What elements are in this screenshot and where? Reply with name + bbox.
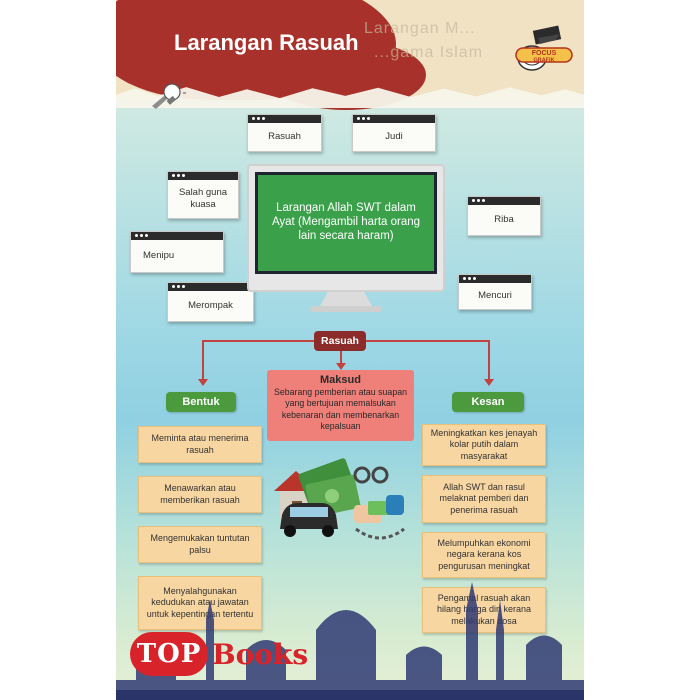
- window-riba: [467, 196, 541, 236]
- window-judi: [352, 114, 436, 152]
- kesan-item: Pengamal rasuah akan hilang harga diri kerana melakukan dosa: [422, 587, 546, 633]
- window-label: Rasuah: [268, 131, 301, 143]
- bentuk-item: Meminta atau menerima rasuah: [138, 426, 262, 463]
- window-titlebar: [353, 115, 435, 123]
- window-mencuri: [458, 274, 532, 310]
- kesan-item: Melumpuhkan ekonomi negara kerana kos pengurusan meningkat: [422, 532, 546, 578]
- mosque-skyline: [116, 560, 584, 700]
- arrow-down-icon: [484, 379, 494, 386]
- books-text: Books: [212, 637, 309, 671]
- poster: [116, 0, 584, 700]
- window-label: Merompak: [188, 300, 233, 312]
- monitor-base: [310, 306, 382, 312]
- monitor: [247, 164, 445, 292]
- window-label: Riba: [494, 214, 514, 226]
- logo-text-1: FOCUS: [531, 50, 557, 57]
- window-label: Menipu: [143, 250, 175, 262]
- window-titlebar: [168, 283, 253, 291]
- topbooks-watermark: [130, 632, 308, 676]
- bribery-illustration: [268, 455, 410, 555]
- window-label: Judi: [385, 131, 403, 143]
- arrow-down-icon: [336, 363, 346, 370]
- window-salah-guna-kuasa: [167, 171, 239, 219]
- window-titlebar: [168, 172, 238, 180]
- window-titlebar: [248, 115, 321, 123]
- window-merompak: [167, 282, 254, 322]
- faded-heading-1: Larangan M...: [364, 20, 476, 37]
- window-titlebar: [131, 232, 223, 240]
- logo-text-2: GRAFIK: [533, 57, 555, 64]
- arrow-down-icon: [198, 379, 208, 386]
- kesan-item: Meningkatkan kes jenayah kolar putih dalam masyarakat: [422, 424, 546, 466]
- tree-connector-center: [340, 350, 342, 364]
- window-rasuah: [247, 114, 322, 152]
- bentuk-item: Mengemukakan tuntutan palsu: [138, 526, 262, 563]
- rasuah-root-tag: Rasuah: [314, 331, 366, 351]
- window-label: Mencuri: [478, 290, 512, 302]
- top-badge: TOP: [130, 632, 208, 676]
- focus-grafik-logo: [508, 22, 576, 76]
- bentuk-item: Menawarkan atau memberikan rasuah: [138, 476, 262, 513]
- window-titlebar: [459, 275, 531, 283]
- window-titlebar: [468, 197, 540, 205]
- monitor-stand: [320, 292, 372, 306]
- faded-heading-2: ...gama Islam: [374, 44, 484, 61]
- monitor-screen-text: Larangan Allah SWT dalam Ayat (Mengambil harta orang lain secara haram): [255, 172, 437, 274]
- lightbulb-rocket-icon: [148, 80, 186, 112]
- maksud-box: [267, 370, 414, 441]
- handcuffs-icon: [355, 468, 369, 482]
- window-label: Salah guna kuasa: [178, 187, 228, 210]
- bentuk-item: Menyalahgunakan kedudukan atau jawatan untuk kepentingan tertentu: [138, 576, 262, 630]
- window-menipu: [130, 231, 224, 273]
- maksud-title: Maksud: [320, 374, 361, 386]
- kesan-item: Allah SWT dan rasul melaknat pemberi dan penerima rasuah: [422, 475, 546, 523]
- kesan-tag: Kesan: [452, 392, 524, 412]
- maksud-text: Sebarang pemberian atau suapan yang bertujuan memalsukan kebenaran dan membenarkan kepalsuan: [273, 387, 408, 432]
- tree-connector-right: [488, 340, 490, 380]
- page-title: Larangan Rasuah: [174, 30, 359, 55]
- bentuk-tag: Bentuk: [166, 392, 236, 412]
- tree-connector-left: [202, 340, 204, 380]
